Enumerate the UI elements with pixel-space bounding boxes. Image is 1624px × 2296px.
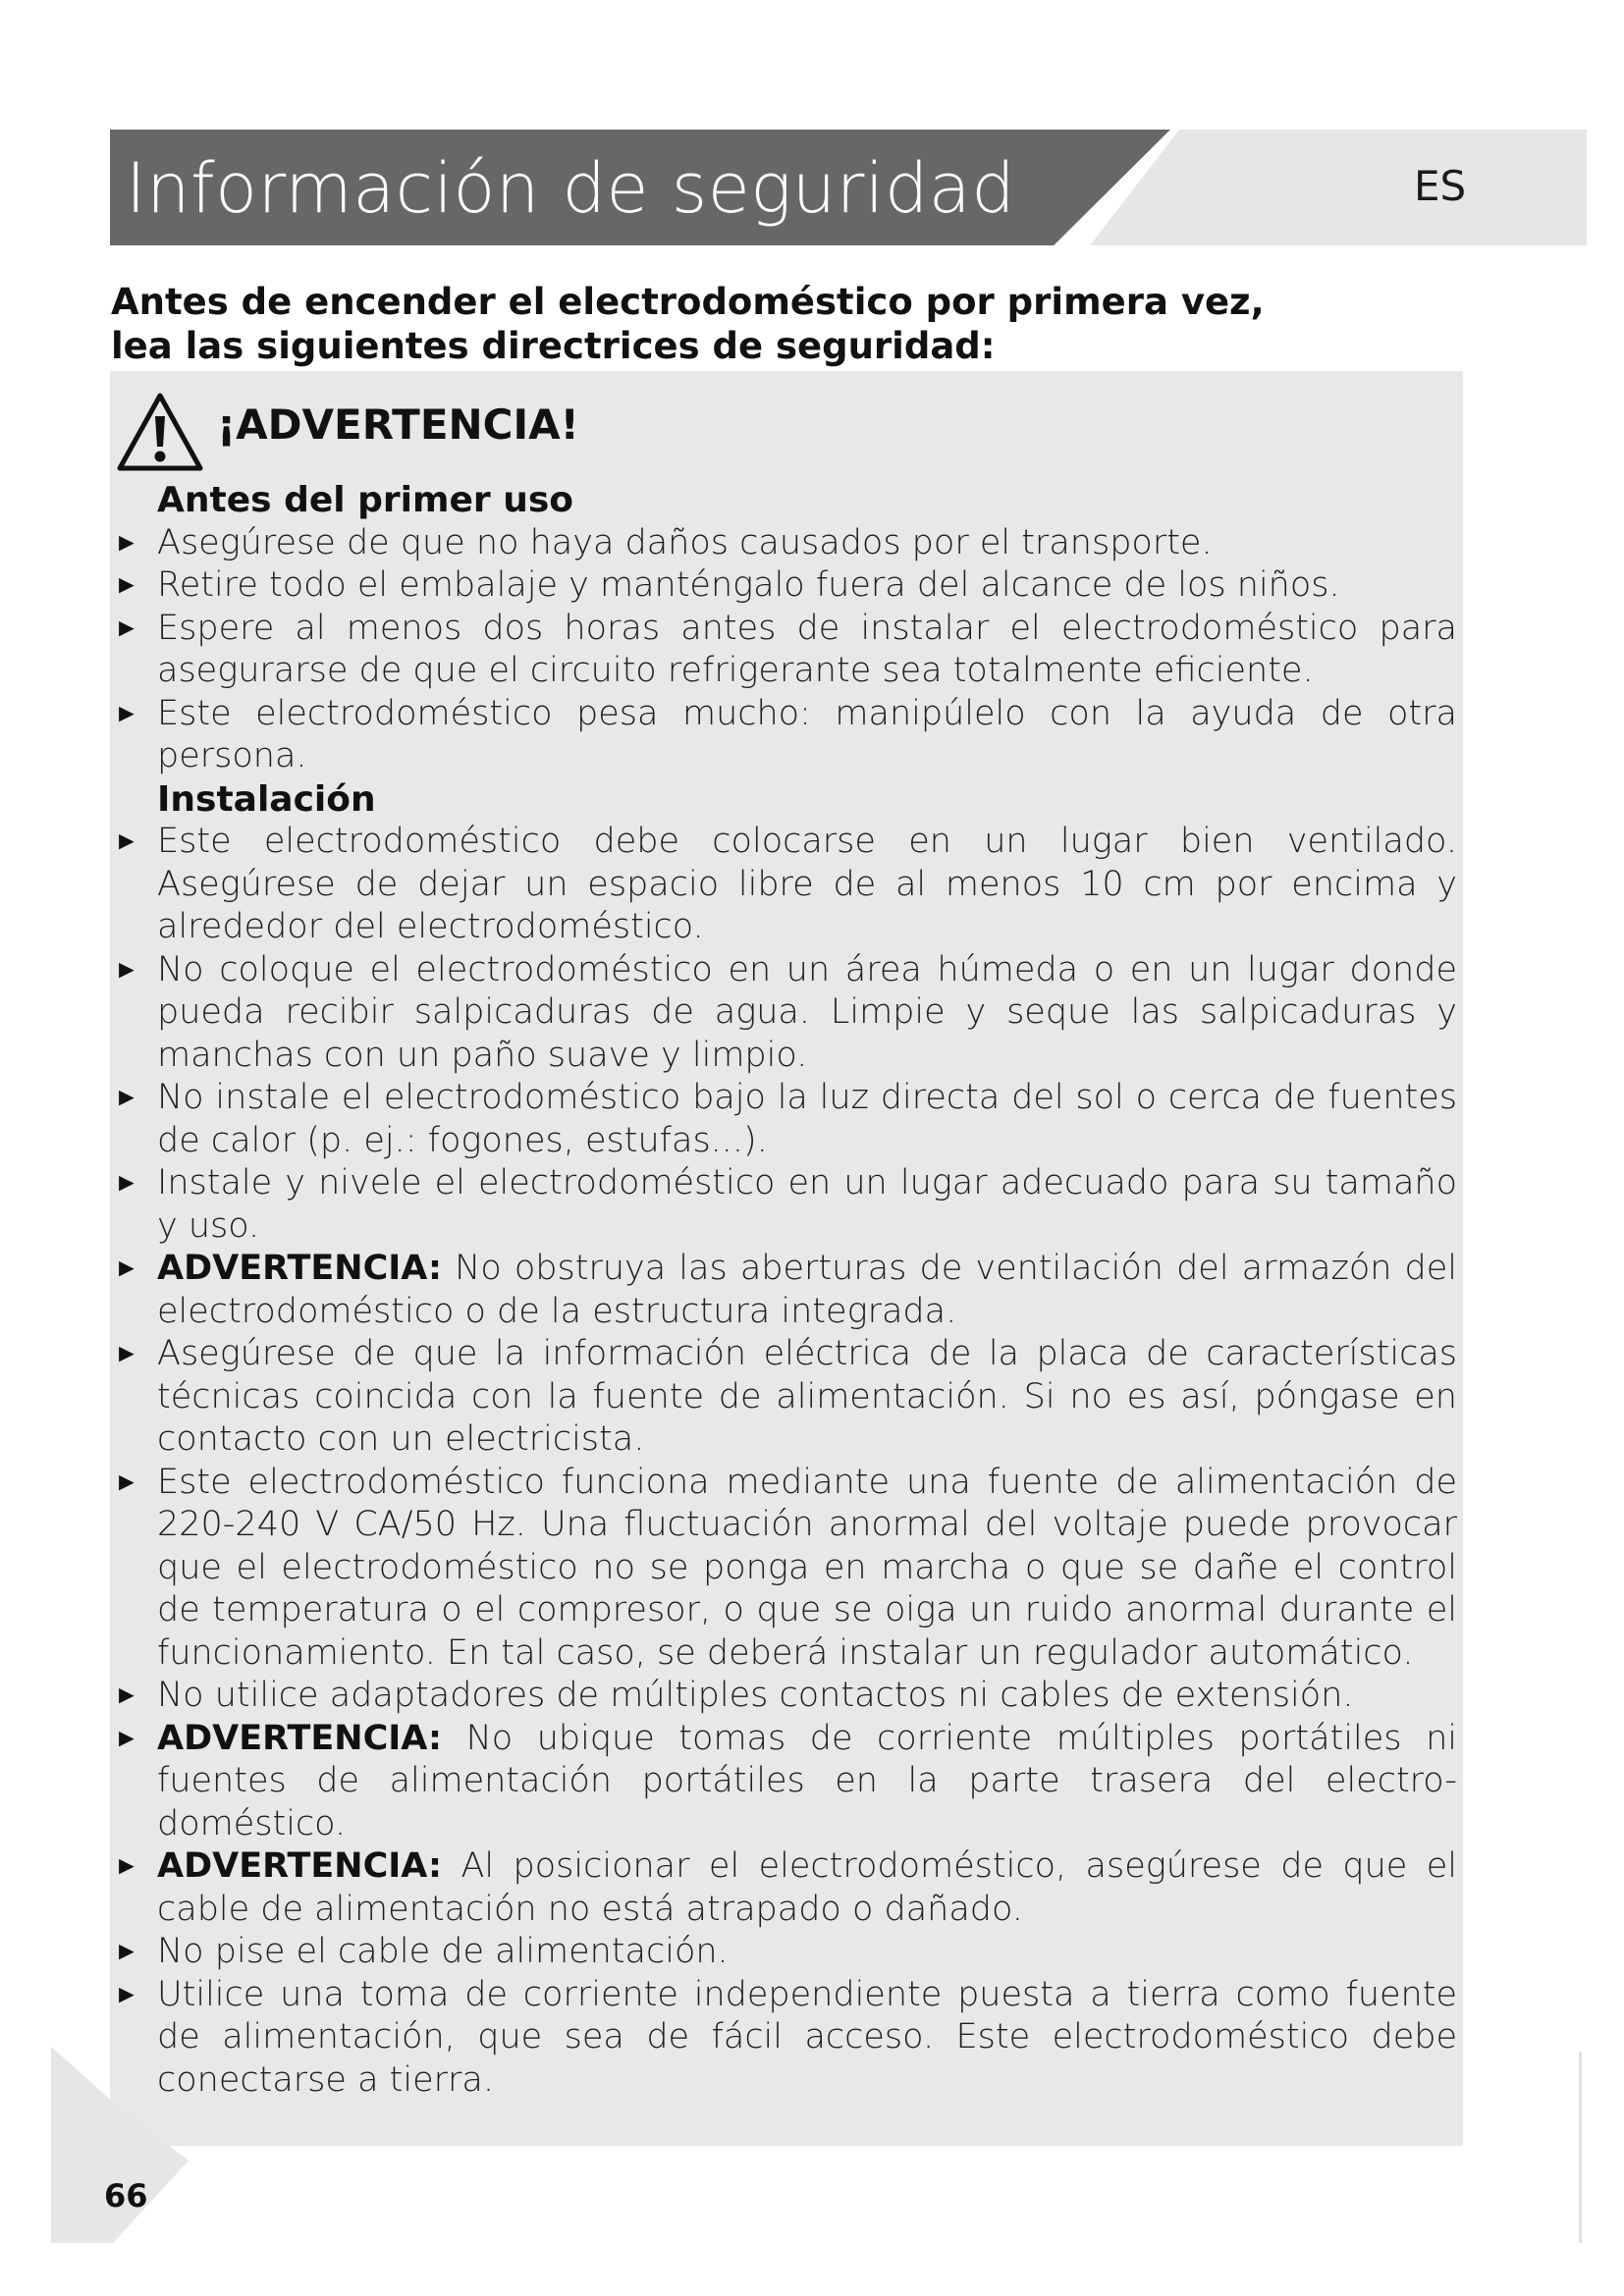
bullet-icon: ►: [114, 698, 139, 728]
list-item: ► No utilice adaptadores de múltiples contactos ni cables de extensión.: [114, 1675, 1457, 1718]
bullet-icon: ►: [114, 954, 139, 985]
section-title-installation: Instalación: [157, 778, 376, 820]
list-item: ► Asegúrese de que no haya daños causados por el transporte.: [114, 522, 1457, 565]
list-item: ► Espere al menos dos horas antes de instalar el electrodoméstico para asegurarse de que el circuito refrigerante sea totalmente eficiente.: [114, 608, 1457, 690]
list-first-use: [114, 522, 1457, 778]
bullet-icon: ►: [114, 527, 139, 558]
safety-content: [114, 479, 1457, 2102]
list-installation: [114, 821, 1457, 2102]
section-title-first-use: Antes del primer uso: [157, 480, 574, 520]
warning-triangle-icon: [115, 391, 205, 473]
bullet-icon: ►: [114, 1168, 139, 1198]
bullet-icon: ►: [114, 1723, 139, 1753]
page-title: Información de seguridad: [126, 148, 1016, 229]
list-item: ► ADVERTENCIA: No ubique tomas de corriente múltiples portátiles ni fuentes de alimentación portátiles en la parte trasera del electro-doméstico.: [114, 1718, 1457, 1843]
language-tab: [1090, 130, 1587, 245]
bullet-icon: ►: [114, 1937, 139, 1966]
list-item: ► ADVERTENCIA: Al posicionar el electrodoméstico, asegúrese de que el cable de alimentación no está atrapado o dañado.: [114, 1846, 1457, 1929]
bullet-icon: ►: [114, 1979, 139, 2009]
language-label: ES: [1414, 162, 1467, 210]
bullet-icon: ►: [114, 1851, 139, 1881]
bullet-icon: ►: [114, 1339, 139, 1368]
intro-text: [111, 280, 1486, 368]
bullet-icon: ►: [114, 613, 139, 643]
bullet-icon: ►: [114, 570, 139, 600]
bullet-icon: ►: [114, 1681, 139, 1710]
list-item: ► Este electrodoméstico pesa mucho: manipúlelo con la ayuda de otra persona.: [114, 693, 1457, 775]
bullet-icon: ►: [114, 1254, 139, 1283]
list-item: ► Utilice una toma de corriente independiente puesta a tierra como fuente de alimentación, que sea de fácil acceso. Este electrodoméstico debe conectarse a tierra.: [114, 1974, 1457, 2100]
bullet-icon: ►: [114, 1083, 139, 1112]
list-item: ► No pise el cable de alimentación.: [114, 1931, 1457, 1974]
list-item: ► Este electrodoméstico funciona mediante una fuente de alimentación de 220-240 V CA/50 Hz. Una fluctuación anormal del voltaje puede provocar que el electrodoméstico no se ponga en marcha o que se dañe el control de temperatura o el compresor, o que se oiga un ruido anormal durante el funcionamiento. En tal caso, se deberá instalar un regulador automático.: [114, 1462, 1457, 1673]
list-item: ► No coloque el electrodoméstico en un área húmeda o en un lugar donde pueda recibir salpicaduras de agua. Limpie y seque las salpicaduras y manchas con un paño suave y limpio.: [114, 949, 1457, 1075]
list-item: ► ADVERTENCIA: No obstruya las aberturas de ventilación del armazón del electrodoméstico o de la estructura integrada.: [114, 1249, 1457, 1331]
bullet-icon: ►: [114, 827, 139, 856]
list-item: ► Este electrodoméstico debe colocarse en un lugar bien ventilado. Asegúrese de dejar un espacio libre de al menos 10 cm por encima y alrededor del electrodoméstico.: [114, 822, 1457, 946]
list-item: ► Instale y nivele el electrodoméstico en un lugar adecuado para su tamaño y uso.: [114, 1163, 1457, 1246]
intro-line-2: lea las siguientes directrices de seguridad:: [111, 325, 996, 367]
warning-title: ¡ADVERTENCIA!: [217, 400, 579, 449]
bullet-icon: ►: [114, 1467, 139, 1497]
page-number: 66: [104, 2177, 148, 2215]
list-item: ► No instale el electrodoméstico bajo la luz directa del sol o cerca de fuentes de calor (p. ej.: fogones, estufas...).: [114, 1078, 1457, 1160]
intro-line-1: Antes de encender el electrodoméstico por primera vez,: [111, 281, 1265, 323]
list-item: ► Retire todo el embalaje y manténgalo fuera del alcance de los niños.: [114, 564, 1457, 608]
list-item: ► Asegúrese de que la información eléctrica de la placa de características técnicas coincida con la fuente de alimentación. Si no es así, póngase en contacto con un electricista.: [114, 1334, 1457, 1459]
right-edge-rule: [1579, 2052, 1582, 2243]
